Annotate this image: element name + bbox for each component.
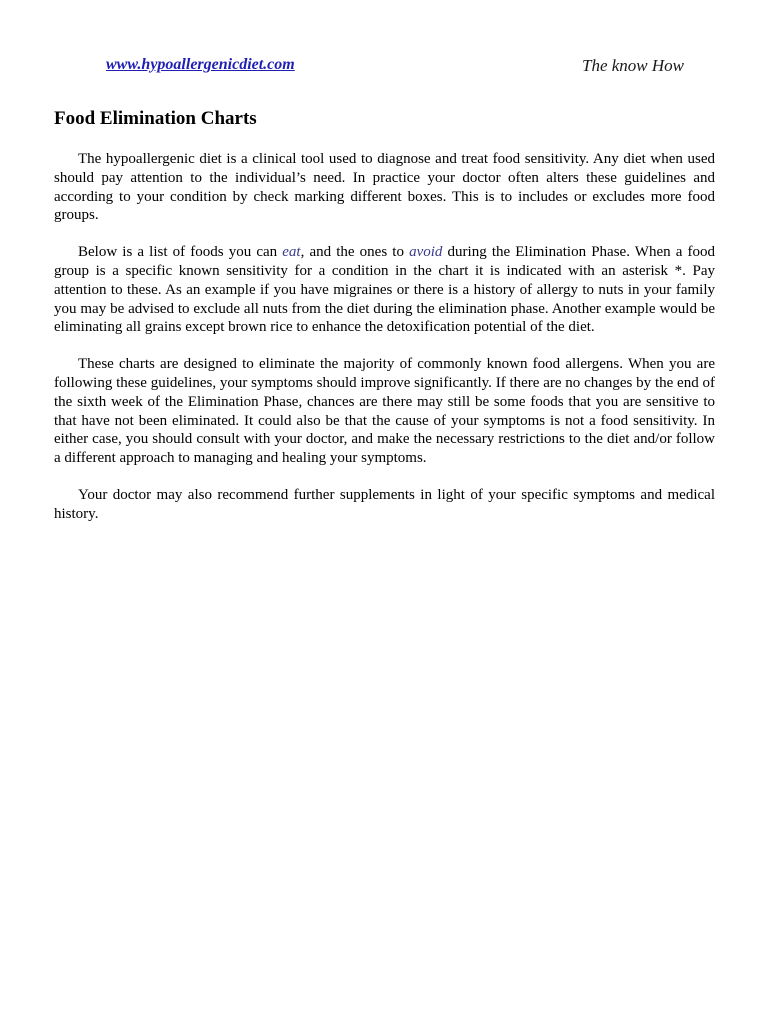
- website-link[interactable]: www.hypoallergenicdiet.com: [106, 56, 295, 73]
- eat-emphasis: eat: [282, 244, 301, 261]
- paragraph-charts: These charts are designed to eliminate the majority of commonly known food allergens. When you are following these guidelines, your symptoms should improve significantly. If there are no changes by the end of the sixth week of the Elimination Phase, chances are there may still be some foods that you are sensitive to that have not been eliminated. It could also be that the cause of your symptoms is not a food sensitivity. In either case, you should consult with your doctor, and make the necessary restrictions to the diet and/or follow a different approach to managing and healing your symptoms.: [54, 356, 715, 467]
- paragraph-supplements: Your doctor may also recommend further supplements in light of your specific symptoms and medical history.: [54, 486, 715, 522]
- page-title: Food Elimination Charts: [54, 108, 257, 129]
- avoid-emphasis: avoid: [409, 244, 443, 261]
- paragraph-intro: The hypoallergenic diet is a clinical tool used to diagnose and treat food sensitivity. Any diet when used should pay attention to the individual’s need. In practice your doctor often alters these guidelines and according to your condition by check marking different boxes. This is to includes or excludes more food groups.: [54, 151, 715, 224]
- header-tagline: The know How: [582, 56, 684, 75]
- paragraph-food-list-part3: during the Elimination Phase. When a food group is a specific known sensitivity for a condition in the chart it is indicated with an asterisk *. Pay attention to these. As an example if you have migraines or there is a history of allergy to nuts in your family you may be advised to exclude all nuts from the diet during the elimination phase. Another example would be eliminating all grains except brown rice to enhance the detoxification potential of the diet.: [54, 244, 716, 336]
- paragraph-food-list-part1: Below is a list of foods you can: [78, 244, 283, 261]
- paragraph-food-list: [54, 243, 715, 337]
- paragraph-food-list-part2: , and the ones to: [300, 244, 410, 261]
- document-body: [54, 150, 715, 524]
- page-header: [106, 56, 686, 80]
